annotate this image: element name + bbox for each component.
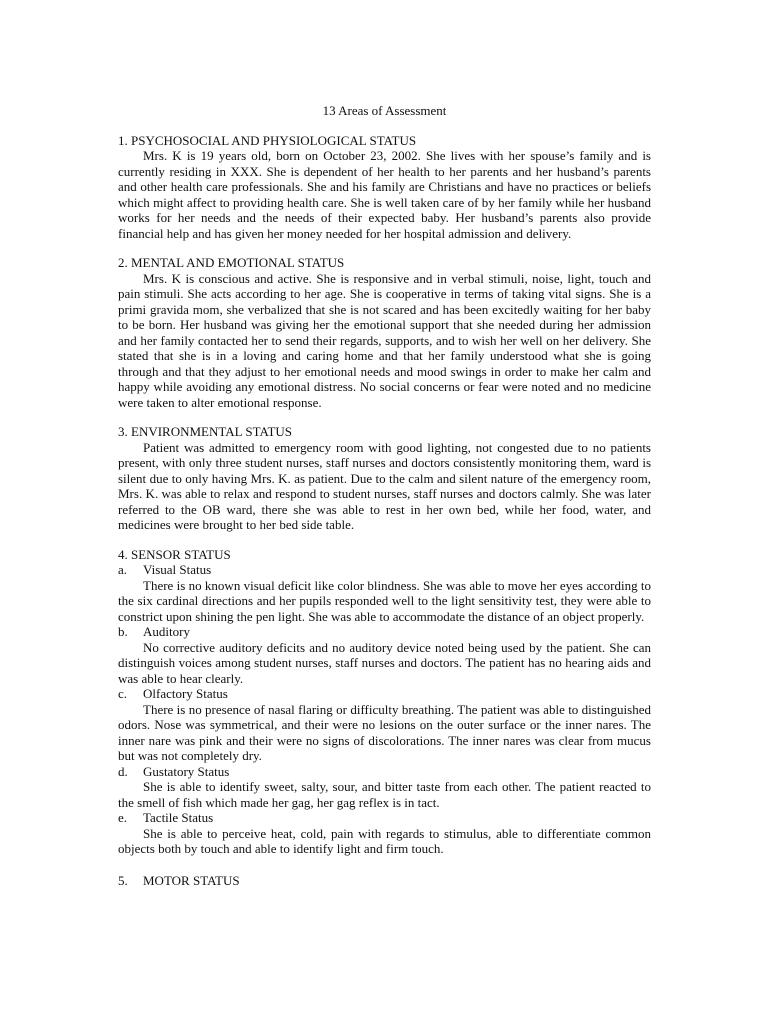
subsection-paragraph: She is able to identify sweet, salty, sour, and bitter taste from each other. The patient reacted to the smell of fish which made her gag, her gag reflex is in tact. [118, 779, 651, 810]
section-paragraph: Mrs. K is conscious and active. She is responsive and in verbal stimuli, noise, light, touch and pain stimuli. She acts according to her age. She is cooperative in terms of taking vital signs. She is a primi gravida mom, she verbalized that she is not scared and has been excitedly waiting for her baby to be born. Her husband was giving her the emotional support that she needed during her admission and her family contacted her to send their regards, supports, and to wish her well on her delivery. She stated that she is in a loving and caring home and that her family understood what she is going through and that they adjust to her emotional needs and mood swings in order to make her calm and happy while avoiding any emotional distress. No social concerns or fear were noted and no medicine were taken to alter emotional response. [118, 270, 651, 410]
subsection-auditory-heading [118, 624, 651, 640]
section-heading: 1. PSYCHOSOCIAL AND PHYSIOLOGICAL STATUS [118, 132, 417, 148]
section-sensor [118, 547, 651, 857]
section-mental-emotional [118, 255, 651, 410]
section-environmental [118, 424, 651, 533]
section-number: 5. [118, 872, 128, 888]
subsection-title: Tactile Status [143, 810, 214, 825]
subsection-letter: d. [118, 763, 128, 779]
subsection-title: Olfactory Status [143, 686, 228, 701]
subsection-title: Visual Status [143, 562, 212, 577]
subsection-letter: b. [118, 624, 128, 639]
subsection-tactile-heading [118, 810, 651, 826]
subsection-letter: c. [118, 686, 128, 701]
document-page [118, 103, 651, 901]
subsection-gustatory-heading [118, 764, 651, 780]
section-paragraph: Patient was admitted to emergency room with good lighting, not congested due to no patients present, with only three student nurses, staff nurses and doctors consistently monitoring them, ward is silent due to only having Mrs. K. as patient. Due to the calm and silent nature of the emergency room, Mrs. K. was able to relax and respond to student nurses, staff nurses and doctors calmly. She was later referred to the OB ward, there she was able to rest in her own bed, while her food, water, and medicines were brought to her bed side table. [118, 439, 651, 532]
subsection-paragraph: There is no known visual deficit like color blindness. She was able to move her eyes according to the six cardinal directions and her pupils responded well to the light sensitivity test, they were able to constrict upon shining the pen light. She was able to accommodate the distance of an object properly. [118, 577, 651, 624]
subsection-letter: a. [118, 562, 128, 577]
subsection-paragraph: She is able to perceive heat, cold, pain with regards to stimulus, able to differentiate common objects both by touch and able to identify light and firm touch. [118, 825, 651, 856]
subsection-letter: e. [118, 810, 128, 825]
section-heading: 3. ENVIRONMENTAL STATUS [118, 424, 293, 439]
subsection-title: Auditory [143, 624, 190, 639]
section-heading: 2. MENTAL AND EMOTIONAL STATUS [118, 255, 345, 270]
subsection-title: Gustatory Status [143, 763, 230, 779]
subsection-paragraph: No corrective auditory deficits and no auditory device noted being used by the patient. She can distinguish voices among student nurses, staff nurses and doctors. The patient has no hearing aids and was able to hear clearly. [118, 639, 651, 686]
section-heading: 4. SENSOR STATUS [118, 546, 231, 562]
subsection-visual-heading [118, 562, 651, 578]
section-paragraph: Mrs. K is 19 years old, born on October 23, 2002. She lives with her spouse’s family and is currently residing in XXX. She is dependent of her health to her parents and her husband’s parents and other health care professionals. She and his family are Christians and have no practices or beliefs which might affect to providing health care. She is well taken care of by her family while her husband works for her needs and the needs of their expected baby. Her husband’s parents also provide financial help and has given her money needed for her hospital admission and delivery. [118, 148, 651, 241]
section-psychosocial [118, 133, 651, 242]
subsection-olfactory-heading [118, 686, 651, 702]
document-title: 13 Areas of Assessment [322, 103, 447, 118]
subsection-paragraph: There is no presence of nasal flaring or difficulty breathing. The patient was able to distinguished odors. Nose was symmetrical, and their were no lesions on the outer surface or the inner nares. The inner nare was pink and their were no signs of discolorations. The inner nares was clear from mucus but was not completely dry. [118, 701, 651, 763]
section-heading: MOTOR STATUS [143, 872, 240, 888]
section-motor-heading [118, 873, 651, 889]
